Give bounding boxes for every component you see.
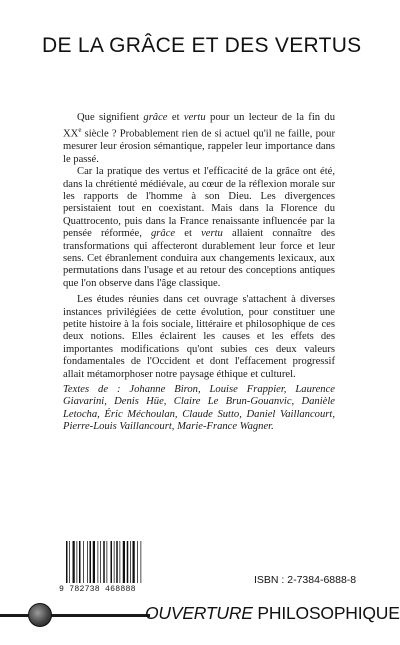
text-run: et	[175, 228, 202, 240]
paragraph-1	[63, 112, 335, 166]
italic-term: vertu	[183, 112, 206, 123]
paragraph-3	[63, 294, 335, 381]
series-name	[145, 603, 400, 624]
superscript: e	[78, 126, 82, 135]
text-run: Car la pratique des vertus et l'efficacité de la grâce ont été, dans la chrétienté médiévale, au cœur de la réflexion morale sur les rapports de l'homme à son Dieu. Les divergences persistaient tout en coexistant. Mais dans la Florence du Quattrocento, puis dans la France renaissante influencée par la pensée réformée,	[63, 166, 335, 240]
contributors-list: Textes de : Johanne Biron, Louise Frappier, Laurence Giavarini, Denis Hüe, Claire Le Brun-Gouanvic, Danièle Letocha, Éric Méchoulan, Claude Sutto, Daniel Vaillancourt, Pierre-Louis Vaillancourt, Marie-France Wagner.	[63, 384, 335, 433]
text-run: Les études réunies dans cet ouvrage s'attachent à diverses instances privilégiées de cette évolution, pour constituer une petite histoire à la fois sociale, littéraire et philosophique de ces deux notions. Elles éclairent les causes et les effets des importantes modifications qu'ont subies ces deux valeurs fondamentales de l'Occident et dont l'effacement progressif allait métamorphoser notre paysage éthique et culturel.	[63, 294, 335, 380]
italic-term: vertu	[201, 228, 223, 240]
series-footer	[0, 601, 400, 629]
text-run: XX	[63, 128, 79, 140]
series-rule	[0, 614, 150, 617]
text-run: Que signifient	[77, 112, 144, 123]
italic-term: grâce	[151, 228, 176, 240]
text-run: allaient connaître des transformations qui affecteront durablement leur force et leur sens. Cet ébranlement conduira aux changements lexicaux, aux permutations dans l'usage et au retour des conceptions antiques que l'on observe dans l'âge classique.	[63, 228, 336, 289]
paragraph-2	[63, 166, 335, 290]
back-cover-blurb	[63, 112, 335, 381]
isbn: ISBN : 2-7384-6888-8	[254, 574, 357, 586]
text-run: siècle ? Probablement rien de si actuel qu'il ne faille, pour mesurer leur érosion sémantique, rappeler leur importance dans le passé.	[63, 128, 335, 165]
text-run: et	[167, 112, 184, 123]
barcode-number: 9 782738 468888	[59, 585, 136, 594]
italic-term: grâce	[143, 112, 168, 123]
series-word-1: OUVERTURE	[145, 603, 258, 623]
series-word-2: PHILOSOPHIQUE	[257, 603, 400, 623]
text-run: pour un lecteur de la fin du	[205, 112, 336, 123]
barcode-icon	[62, 541, 152, 585]
book-title: DE LA GRÂCE ET DES VERTUS	[42, 34, 362, 57]
publisher-logo-icon	[28, 603, 52, 627]
barcode	[59, 541, 152, 599]
